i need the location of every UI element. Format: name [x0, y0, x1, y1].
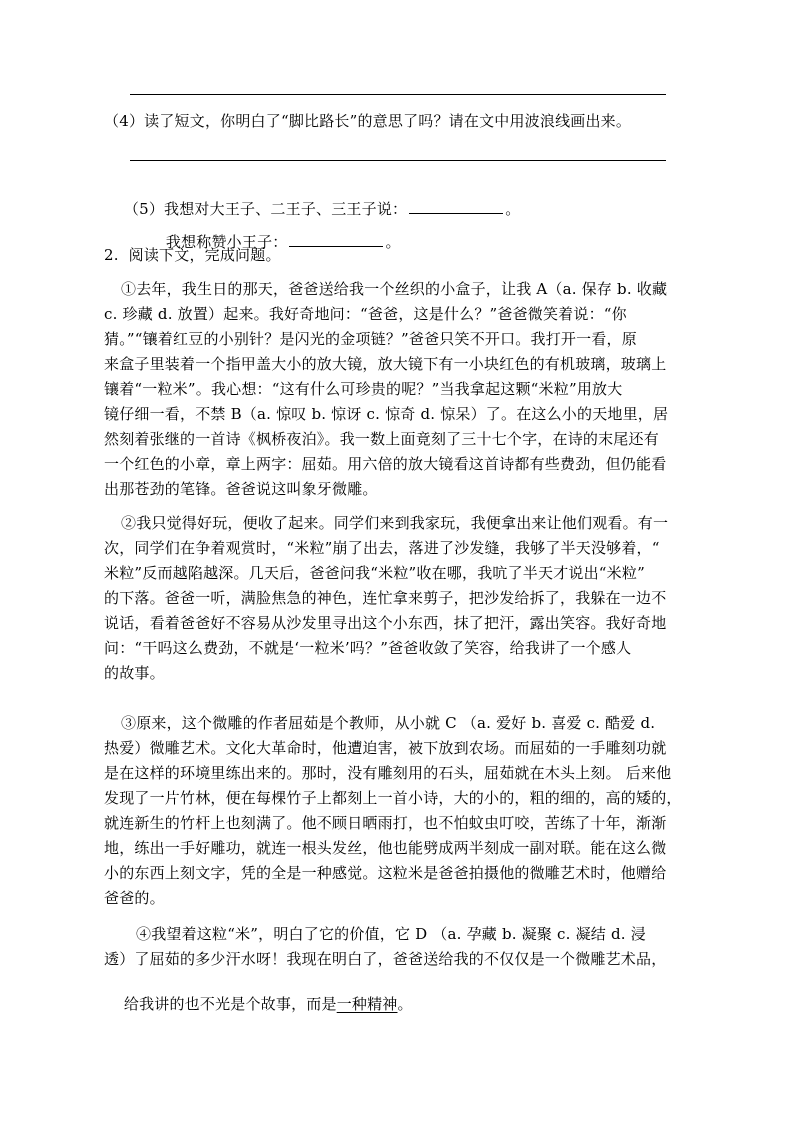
passage-line: 说话，看着爸爸好不容易从沙发里寻出这个小东西，抹了把汗，露出笑容。我好奇地 [104, 614, 667, 632]
answer-blank-q5-2[interactable] [289, 232, 383, 247]
passage-line: 次，同学们在争着观赏时，“米粒”崩了出去，落进了沙发缝，我够了半天没够着，“ [104, 539, 660, 557]
passage-line: 小的东西上刻文字，凭的全是一种感觉。这粒米是爸爸拍摄他的微雕艺术时，他赠给 [104, 864, 667, 882]
section-2-heading: 2. 阅读下文，完成问题。 [104, 246, 281, 264]
underlined-phrase: 一种精神 [336, 995, 398, 1013]
passage-last-prefix: 给我讲的也不光是个故事，而是 [123, 995, 337, 1013]
passage-line: ②我只觉得好玩，便收了起来。同学们来到我家玩，我便拿出来让他们观看。有一 [121, 514, 669, 532]
passage-line: c. 珍藏 d. 放置）起来。我好奇地问：“爸爸，这是什么？”爸爸微笑着说：“你 [104, 305, 627, 323]
passage-line: 爸爸的。 [104, 889, 165, 907]
passage-line: 透）了屈茹的多少汗水呀！我现在明白了，爸爸送给我的不仅仅是一个微雕艺术品， [104, 950, 667, 968]
passage-line: 的故事。 [104, 664, 165, 682]
passage-line: 猜。”“镶着红豆的小别针？是闪光的金项链？”爸爸只笑不开口。我打开一看，原 [104, 330, 637, 348]
question-5-end-1: 。 [505, 200, 521, 218]
question-5-end-2: 。 [385, 233, 401, 251]
passage-line: 是在这样的环境里练出来的。那时，没有雕刻用的石头，屈茹就在木头上刻。 后来他 [104, 764, 672, 782]
passage-line: ③原来，这个微雕的作者屈茹是个教师，从小就 C （a. 爱好 b. 喜爱 c. 酷爱 d. [121, 714, 656, 732]
passage-line: 来盒子里装着一个指甲盖大小的放大镜，放大镜下有一小块红色的有机玻璃，玻璃上 [104, 355, 667, 373]
passage-line: 镶着“一粒米”。我心想：“这有什么可珍贵的呢？”当我拿起这颗“米粒”用放大 [104, 380, 623, 398]
passage-line: ①去年，我生日的那天，爸爸送给我一个丝织的小盒子，让我 A（a. 保存 b. 收藏 [121, 280, 668, 298]
passage-line: 发现了一片竹林，便在每棵竹子上都刻上一首小诗，大的小的，粗的细的，高的矮的， [104, 789, 682, 807]
passage-last-suffix: 。 [397, 995, 413, 1013]
passage-line: 就连新生的竹杆上也刻满了。他不顾日晒雨打，也不怕蚊虫叮咬，苦练了十年，渐渐 [104, 814, 667, 832]
passage-line: ④我望着这粒“米”，明白了它的价值，它 D （a. 孕藏 b. 凝聚 c. 凝结 d. 浸 [136, 925, 646, 943]
passage-line: 地，练出一手好雕功，就连一根头发丝，他也能劈成两半刻成一副对联。能在这么微 [104, 839, 667, 857]
answer-line-q4 [130, 160, 666, 161]
passage-line: 问：“干吗这么费劲，不就是‘一粒米’吗？”爸爸收敛了笑容，给我讲了一个感人 [104, 639, 632, 657]
answer-line-q3 [130, 94, 666, 95]
question-5-prompt-1: （5）我想对大王子、二王子、三王子说： [123, 200, 408, 218]
question-4: （4）读了短文，你明白了“脚比路长”的意思了吗？请在文中用波浪线画出来。 [104, 112, 632, 130]
passage-line: 热爱）微雕艺术。文化大革命时，他遭迫害，被下放到农场。而屈茹的一手雕刻功就 [104, 739, 667, 757]
passage-line: 出那苍劲的笔锋。爸爸说这叫象牙微雕。 [104, 480, 378, 498]
question-5-prompt-2: 我想称赞小王子： [165, 233, 288, 251]
passage-last-line [104, 974, 413, 1034]
passage-line: 的下落。爸爸一听，满脸焦急的神色，连忙拿来剪子，把沙发给拆了，我躲在一边不 [104, 589, 667, 607]
passage-line: 米粒”反而越陷越深。几天后，爸爸问我“米粒”收在哪，我吭了半天才说出“米粒” [104, 564, 645, 582]
passage-line: 镜仔细一看，不禁 B（a. 惊叹 b. 惊讶 c. 惊奇 d. 惊呆）了。在这么小的天地里，居 [104, 405, 669, 423]
answer-blank-q5-1[interactable] [409, 199, 503, 214]
passage-line: 然刻着张继的一首诗《枫桥夜泊》。我一数上面竟刻了三十七个字，在诗的末尾还有 [104, 430, 659, 448]
passage-line: 一个红色的小章，章上两字：屈茹。用六倍的放大镜看这首诗都有些费劲，但仍能看 [104, 455, 667, 473]
